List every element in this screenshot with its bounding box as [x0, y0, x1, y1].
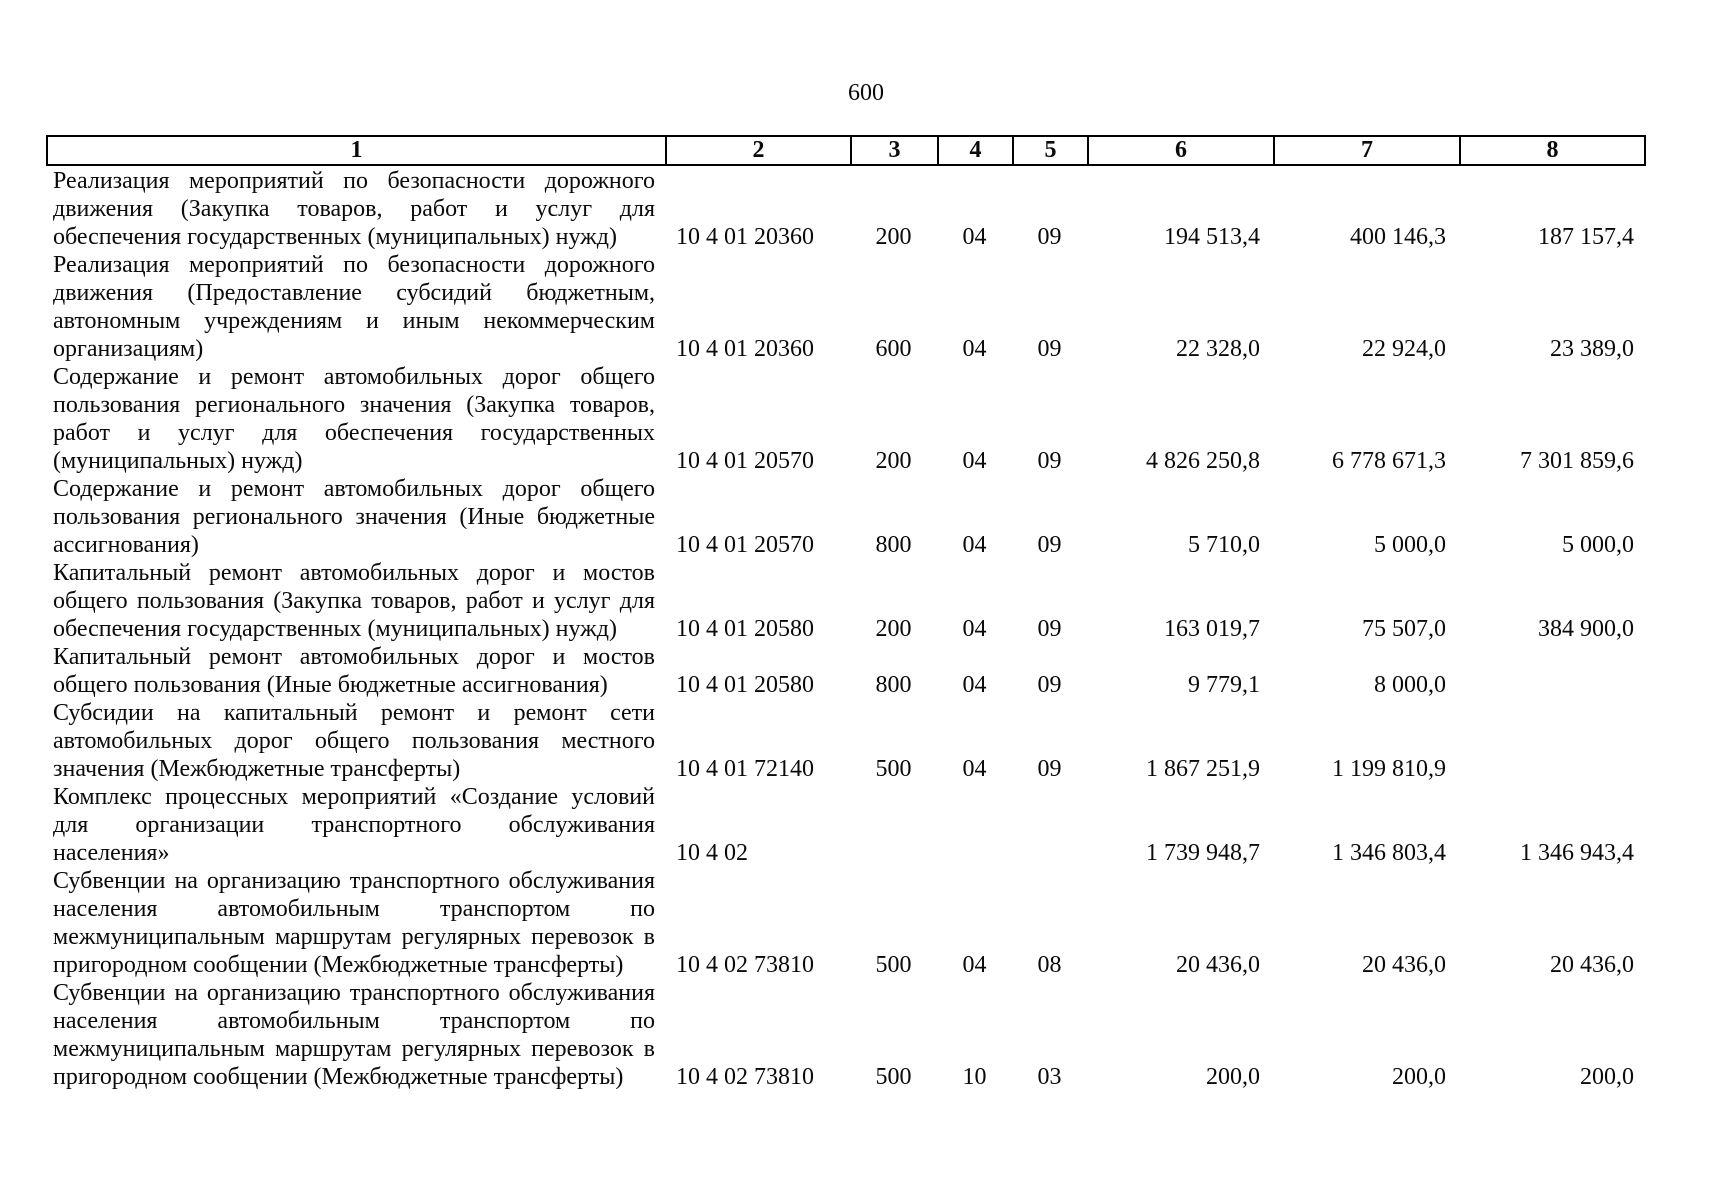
description-line: Содержание и ремонт автомобильных дорог общего: [53, 476, 655, 502]
cell-col-3: [850, 839, 937, 867]
table-row: [46, 559, 1646, 643]
description-line: обеспечения государственных (муниципальных) нужд): [53, 224, 617, 250]
cell-col-4: 04: [962, 224, 987, 250]
cell-col-5: 09: [1037, 616, 1062, 642]
row-description: [46, 167, 665, 251]
cell-col-5: [1012, 839, 1087, 867]
cell-col-8: 187 157,4: [1538, 224, 1634, 250]
cell-col-5: 08: [1037, 952, 1062, 978]
cell-col-5: 09: [1037, 672, 1062, 698]
cell-col-7: 400 146,3: [1350, 224, 1446, 250]
table-row: [46, 867, 1646, 979]
table-row: [46, 167, 1646, 251]
cell-col-4: 04: [962, 336, 987, 362]
row-description: [46, 251, 665, 363]
cell-col-3: 200: [875, 448, 912, 474]
cell-col-4: 04: [962, 448, 987, 474]
header-cell-8: 8: [1459, 135, 1646, 166]
cell-col-8: 23 389,0: [1550, 336, 1634, 362]
header-cell-5: 5: [1012, 135, 1087, 166]
cell-col-8: 20 436,0: [1550, 952, 1634, 978]
description-line: Реализация мероприятий по безопасности дорожного: [53, 168, 655, 194]
header-cell-2: 2: [665, 135, 850, 166]
cell-col-7: 75 507,0: [1362, 616, 1446, 642]
header-cell-4: 4: [937, 135, 1012, 166]
cell-col-5: 09: [1037, 224, 1062, 250]
description-line: межмуниципальным маршрутам регулярных перевозок в: [53, 1036, 655, 1062]
cell-col-3: 800: [875, 532, 912, 558]
page-number: 600: [848, 80, 884, 106]
cell-col-7: 1 199 810,9: [1332, 756, 1446, 782]
cell-col-5: 03: [1037, 1064, 1062, 1090]
cell-col-6: 22 328,0: [1176, 336, 1260, 362]
cell-col-6: 9 779,1: [1188, 672, 1260, 698]
cell-col-7: 6 778 671,3: [1332, 448, 1446, 474]
cell-col-2: 10 4 01 20580: [676, 616, 814, 642]
cell-col-8: 200,0: [1580, 1064, 1634, 1090]
cell-col-4: 04: [962, 756, 987, 782]
header-cell-3: 3: [850, 135, 937, 166]
cell-col-2: 10 4 01 72140: [676, 756, 814, 782]
description-line: (муниципальных) нужд): [53, 448, 303, 474]
description-line: ассигнования): [53, 532, 199, 558]
description-line: пригородном сообщении (Межбюджетные трансферты): [53, 952, 624, 978]
cell-col-5: 09: [1037, 532, 1062, 558]
description-line: межмуниципальным маршрутам регулярных перевозок в: [53, 924, 655, 950]
row-description: [46, 643, 665, 699]
cell-col-2: 10 4 01 20570: [676, 532, 814, 558]
description-line: для организации транспортного обслуживания: [53, 812, 655, 838]
row-description: [46, 783, 665, 867]
description-line: значения (Межбюджетные трансферты): [53, 756, 461, 782]
cell-col-6: 194 513,4: [1164, 224, 1260, 250]
description-line: Содержание и ремонт автомобильных дорог общего: [53, 364, 655, 390]
description-line: организациям): [53, 336, 204, 362]
cell-col-2: 10 4 02 73810: [676, 1064, 814, 1090]
description-line: движения (Предоставление субсидий бюджетным,: [53, 280, 655, 306]
row-description: [46, 979, 665, 1091]
cell-col-5: 09: [1037, 448, 1062, 474]
description-line: общего пользования (Иные бюджетные ассигнования): [53, 672, 608, 698]
description-line: общего пользования (Закупка товаров, работ и услуг для: [53, 588, 655, 614]
cell-col-6: 163 019,7: [1164, 616, 1260, 642]
description-line: автомобильных дорог общего пользования местного: [53, 728, 655, 754]
table-row: [46, 475, 1646, 559]
cell-col-8: 384 900,0: [1538, 616, 1634, 642]
cell-col-8: 5 000,0: [1562, 532, 1634, 558]
cell-col-6: 1 739 948,7: [1146, 840, 1260, 866]
cell-col-7: 22 924,0: [1362, 336, 1446, 362]
description-line: населения автомобильным транспортом по: [53, 896, 655, 922]
header-cell-1: 1: [46, 135, 665, 166]
cell-col-3: 600: [875, 336, 912, 362]
row-description: [46, 867, 665, 979]
description-line: работ и услуг для обеспечения государственных: [53, 420, 655, 446]
description-line: населения»: [53, 840, 170, 866]
cell-col-5: 09: [1037, 756, 1062, 782]
table-body: [46, 167, 1646, 1091]
description-line: пользования регионального значения (Закупка товаров,: [53, 392, 655, 418]
description-line: Субвенции на организацию транспортного обслуживания: [53, 980, 655, 1006]
table-row: [46, 783, 1646, 867]
row-description: [46, 559, 665, 643]
cell-col-7: 8 000,0: [1374, 672, 1446, 698]
cell-col-2: 10 4 02: [676, 840, 748, 866]
cell-col-6: 200,0: [1206, 1064, 1260, 1090]
cell-col-7: 1 346 803,4: [1332, 840, 1446, 866]
description-line: пригородном сообщении (Межбюджетные трансферты): [53, 1064, 624, 1090]
cell-col-2: 10 4 01 20360: [676, 336, 814, 362]
description-line: Капитальный ремонт автомобильных дорог и мостов: [53, 644, 655, 670]
cell-col-3: 500: [875, 756, 912, 782]
table-row: [46, 363, 1646, 475]
cell-col-6: 5 710,0: [1188, 532, 1260, 558]
cell-col-2: 10 4 01 20570: [676, 448, 814, 474]
description-line: Капитальный ремонт автомобильных дорог и мостов: [53, 560, 655, 586]
table-row: [46, 251, 1646, 363]
cell-col-3: 500: [875, 1064, 912, 1090]
description-line: Реализация мероприятий по безопасности дорожного: [53, 252, 655, 278]
description-line: обеспечения государственных (муниципальных) нужд): [53, 616, 617, 642]
cell-col-8: [1459, 755, 1646, 783]
description-line: пользования регионального значения (Иные бюджетные: [53, 504, 655, 530]
cell-col-2: 10 4 01 20580: [676, 672, 814, 698]
row-description: [46, 363, 665, 475]
cell-col-2: 10 4 02 73810: [676, 952, 814, 978]
description-line: движения (Закупка товаров, работ и услуг для: [53, 196, 655, 222]
cell-col-4: [937, 839, 1012, 867]
cell-col-4: 04: [962, 672, 987, 698]
description-line: Субвенции на организацию транспортного обслуживания: [53, 868, 655, 894]
row-description: [46, 699, 665, 783]
table-row: [46, 699, 1646, 783]
cell-col-7: 20 436,0: [1362, 952, 1446, 978]
table-row: [46, 979, 1646, 1091]
table-header: [46, 135, 1646, 166]
cell-col-4: 10: [962, 1064, 987, 1090]
cell-col-6: 20 436,0: [1176, 952, 1260, 978]
header-cell-7: 7: [1273, 135, 1459, 166]
row-description: [46, 475, 665, 559]
cell-col-3: 800: [875, 672, 912, 698]
cell-col-8: 7 301 859,6: [1520, 448, 1634, 474]
cell-col-7: 5 000,0: [1374, 532, 1446, 558]
description-line: Комплекс процессных мероприятий «Создание условий: [53, 784, 655, 810]
cell-col-7: 200,0: [1392, 1064, 1446, 1090]
cell-col-4: 04: [962, 616, 987, 642]
cell-col-5: 09: [1037, 336, 1062, 362]
cell-col-8: 1 346 943,4: [1520, 840, 1634, 866]
cell-col-6: 1 867 251,9: [1146, 756, 1260, 782]
cell-col-3: 500: [875, 952, 912, 978]
description-line: автономным учреждениям и иным некоммерческим: [53, 308, 655, 334]
description-line: населения автомобильным транспортом по: [53, 1008, 655, 1034]
cell-col-2: 10 4 01 20360: [676, 224, 814, 250]
description-line: Субсидии на капитальный ремонт и ремонт сети: [53, 700, 655, 726]
cell-col-3: 200: [875, 224, 912, 250]
header-cell-6: 6: [1087, 135, 1273, 166]
cell-col-6: 4 826 250,8: [1146, 448, 1260, 474]
cell-col-8: [1459, 671, 1646, 699]
cell-col-4: 04: [962, 952, 987, 978]
cell-col-4: 04: [962, 532, 987, 558]
table-row: [46, 643, 1646, 699]
cell-col-3: 200: [875, 616, 912, 642]
